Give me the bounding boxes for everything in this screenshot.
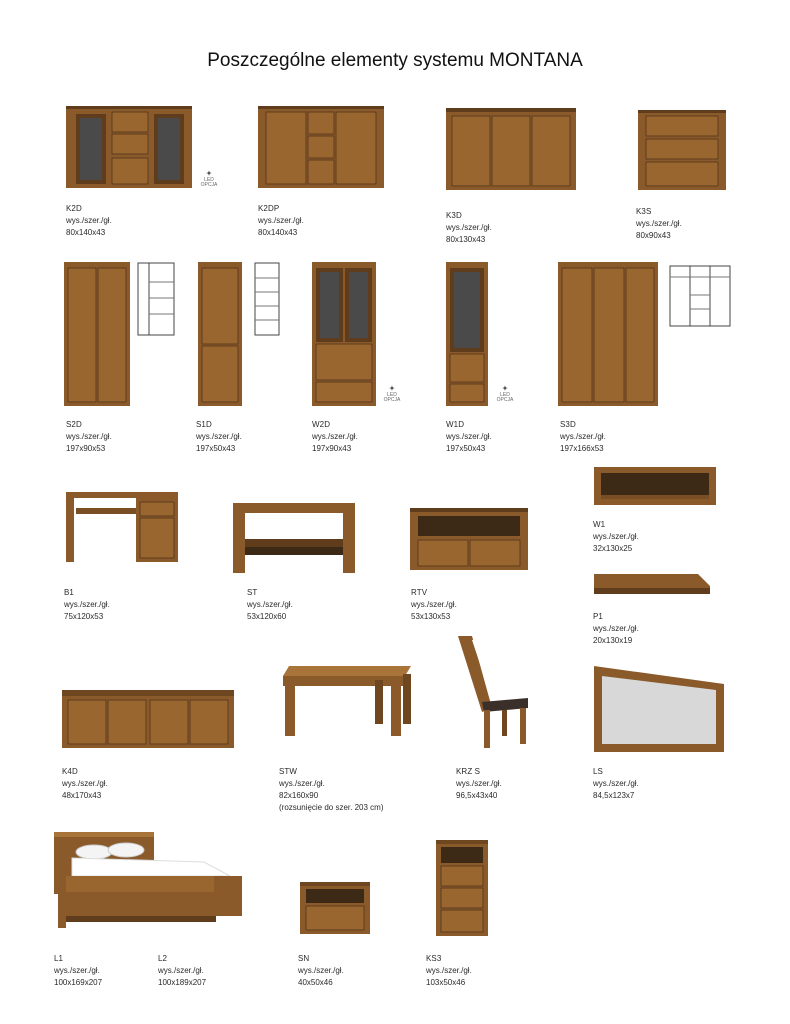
w1d-code: W1D	[446, 420, 465, 429]
w1-image	[594, 467, 716, 505]
w2d-label	[312, 419, 358, 455]
w1-label	[593, 519, 639, 555]
k2dp-code: K2DP	[258, 204, 280, 213]
w1d-label	[446, 419, 492, 455]
s3d-label	[560, 419, 606, 455]
k3s-code: K3S	[636, 207, 652, 216]
s2d-code: S2D	[66, 420, 82, 429]
krzs-dims: 96,5x43x40	[456, 791, 498, 800]
s1d-code: S1D	[196, 420, 212, 429]
k2d-label	[66, 203, 112, 239]
dims-caption: wys./szer./gł.	[54, 966, 100, 975]
dims-caption: wys./szer./gł.	[196, 432, 242, 441]
rtv-label	[411, 587, 457, 623]
stw-drawing	[279, 666, 413, 736]
dims-caption: wys./szer./gł.	[593, 779, 639, 788]
k4d-label	[62, 766, 108, 802]
p1-drawing	[594, 574, 710, 596]
b1-dims: 75x120x53	[64, 612, 104, 621]
w1-drawing	[594, 467, 716, 505]
dims-caption: wys./szer./gł.	[158, 966, 204, 975]
rtv-dims: 53x130x53	[411, 612, 451, 621]
sn-drawing	[300, 882, 370, 934]
dims-caption: wys./szer./gł.	[66, 432, 112, 441]
dims-caption: wys./szer./gł.	[279, 779, 325, 788]
k4d-image	[62, 690, 234, 748]
w2d-dims: 197x90x43	[312, 444, 352, 453]
ks3-label	[426, 953, 472, 989]
w1-dims: 32x130x25	[593, 544, 633, 553]
k3s-label	[636, 206, 682, 242]
w2d-code: W2D	[312, 420, 331, 429]
w1d-drawing	[446, 262, 488, 406]
s2d-image	[64, 262, 130, 406]
ls-code: LS	[593, 767, 603, 776]
w2d-image	[312, 262, 376, 406]
st-dims: 53x120x60	[247, 612, 287, 621]
w1-code: W1	[593, 520, 606, 529]
dims-caption: wys./szer./gł.	[312, 432, 358, 441]
k2d-drawing	[66, 106, 192, 188]
s3d-sketch	[669, 265, 731, 327]
k2d-code: K2D	[66, 204, 82, 213]
s1d-dims: 197x50x43	[196, 444, 236, 453]
s1d-drawing	[198, 262, 242, 406]
ks3-dims: 103x50x46	[426, 978, 466, 987]
p1-dims: 20x130x19	[593, 636, 633, 645]
w2d-drawing	[312, 262, 376, 406]
k3s-image	[638, 110, 726, 190]
s1d-label	[196, 419, 242, 455]
stw-dims: 82x160x90	[279, 791, 319, 800]
k2d-led-option: ✦ LED OPCJA	[200, 169, 218, 188]
ls-label	[593, 766, 639, 802]
s2d-dims: 197x90x53	[66, 444, 106, 453]
st-label	[247, 587, 293, 623]
s1d-interior-sketch	[254, 262, 280, 336]
stw-label	[279, 766, 384, 814]
s3d-interior-sketch	[669, 265, 731, 327]
s3d-drawing	[558, 262, 658, 406]
p1-image	[594, 574, 710, 596]
dims-caption: wys./szer./gł.	[456, 779, 502, 788]
rtv-drawing	[410, 508, 528, 570]
l2-code: L2	[158, 954, 168, 963]
k4d-drawing	[62, 690, 234, 748]
s3d-image	[558, 262, 658, 406]
k4d-dims: 48x170x43	[62, 791, 102, 800]
krzs-label	[456, 766, 502, 802]
w2d-led-option: ✦ LED OPCJA	[383, 384, 401, 403]
p1-code: P1	[593, 612, 603, 621]
w1d-led-option: ✦ LED OPCJA	[496, 384, 514, 403]
l2-label	[158, 953, 206, 989]
bed-drawing	[54, 832, 242, 928]
ks3-code: KS3	[426, 954, 442, 963]
krzs-code: KRZ S	[456, 767, 481, 776]
ks3-drawing	[436, 840, 488, 936]
s2d-label	[66, 419, 112, 455]
stw-extension-note: (rozsunięcie do szer. 203 cm)	[279, 803, 384, 812]
ks3-image	[436, 840, 488, 936]
krzs-image	[458, 636, 530, 750]
w1d-image	[446, 262, 488, 406]
dims-caption: wys./szer./gł.	[446, 432, 492, 441]
k3s-dims: 80x90x43	[636, 231, 671, 240]
w1d-dims: 197x50x43	[446, 444, 486, 453]
k3d-dims: 80x130x43	[446, 235, 486, 244]
k2dp-dims: 80x140x43	[258, 228, 298, 237]
dims-caption: wys./szer./gł.	[446, 223, 492, 232]
sn-image	[300, 882, 370, 934]
dims-caption: wys./szer./gł.	[298, 966, 344, 975]
b1-image	[66, 492, 178, 562]
b1-code: B1	[64, 588, 74, 597]
dims-caption: wys./szer./gł.	[247, 600, 293, 609]
l1-label	[54, 953, 102, 989]
ls-dims: 84,5x123x7	[593, 791, 635, 800]
ls-image	[594, 666, 724, 752]
k2dp-drawing	[258, 106, 384, 188]
st-code: ST	[247, 588, 258, 597]
s3d-dims: 197x166x53	[560, 444, 604, 453]
dims-caption: wys./szer./gł.	[62, 779, 108, 788]
st-image	[233, 503, 355, 573]
b1-label	[64, 587, 110, 623]
k4d-code: K4D	[62, 767, 78, 776]
s2d-drawing	[64, 262, 130, 406]
s3d-code: S3D	[560, 420, 576, 429]
dims-caption: wys./szer./gł.	[258, 216, 304, 225]
dims-caption: wys./szer./gł.	[636, 219, 682, 228]
dims-caption: wys./szer./gł.	[66, 216, 112, 225]
rtv-code: RTV	[411, 588, 428, 597]
stw-code: STW	[279, 767, 298, 776]
k3d-drawing	[446, 108, 576, 190]
stw-image	[279, 666, 413, 736]
k3d-code: K3D	[446, 211, 462, 220]
sn-label	[298, 953, 344, 989]
k3s-drawing	[638, 110, 726, 190]
k3d-image	[446, 108, 576, 190]
k2d-image	[66, 106, 192, 188]
sn-code: SN	[298, 954, 310, 963]
s1d-image	[198, 262, 242, 406]
rtv-image	[410, 508, 528, 570]
dims-caption: wys./szer./gł.	[593, 532, 639, 541]
k3d-label	[446, 210, 492, 246]
dims-caption: wys./szer./gł.	[64, 600, 110, 609]
dims-caption: wys./szer./gł.	[411, 600, 457, 609]
k2dp-image	[258, 106, 384, 188]
k2dp-label	[258, 203, 304, 239]
l1-dims: 100x169x207	[54, 978, 103, 987]
dims-caption: wys./szer./gł.	[560, 432, 606, 441]
dims-caption: wys./szer./gł.	[426, 966, 472, 975]
page-title: Poszczególne elementy systemu MONTANA	[207, 50, 583, 71]
ls-drawing	[594, 666, 724, 752]
bed-image	[54, 832, 242, 928]
l1-code: L1	[54, 954, 64, 963]
k2d-dims: 80x140x43	[66, 228, 106, 237]
dims-caption: wys./szer./gł.	[593, 624, 639, 633]
s2d-interior-sketch	[137, 262, 175, 336]
krzs-drawing	[458, 636, 530, 750]
s1d-sketch	[254, 262, 280, 336]
sn-dims: 40x50x46	[298, 978, 333, 987]
l2-dims: 100x189x207	[158, 978, 207, 987]
st-drawing	[233, 503, 355, 573]
p1-label	[593, 611, 639, 647]
b1-drawing	[66, 492, 178, 562]
s2d-sketch	[137, 262, 175, 336]
